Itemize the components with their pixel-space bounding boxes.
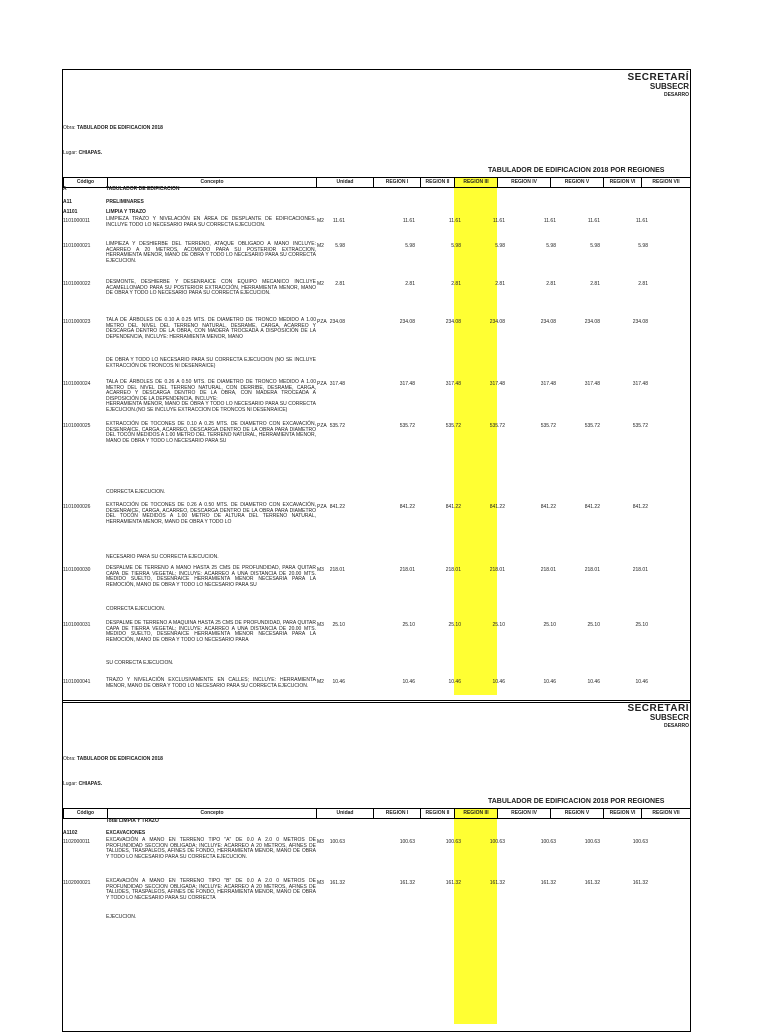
item-code: 1101000031 xyxy=(63,622,91,628)
item-code: 1101000022 xyxy=(63,281,91,287)
item-description: LIMPIEZA TRAZO Y NIVELACIÓN EN ÁREA DE DESPLANTE DE EDIFICACIONES. INCLUYE TODO LO NECESARIO PARA SU CORRECTA EJECUCION. xyxy=(106,216,316,228)
region-1-value: 317.48 xyxy=(329,381,345,387)
region-5-value: 535.72 xyxy=(540,423,556,429)
item-description-continued: NECESARIO PARA SU CORRECTA EJECUCION. xyxy=(106,554,219,560)
region-6-value: 317.48 xyxy=(584,381,600,387)
col-region6: REGION VI xyxy=(604,809,642,818)
section-label: TABULADOR DE EDIFICACION xyxy=(106,186,180,192)
item-description-continued: DE OBRA Y TODO LO NECESARIO PARA SU CORRECTA EJECUCION (NO SE INCLUYE EXTRACCIÓN DE TRONCOS NI DESENRAICE) xyxy=(106,357,316,369)
item-unit: M2 xyxy=(317,243,324,249)
item-description-continued: HERRAMIENTA MENOR, MANO DE OBRA Y TODO LO NECESARIO PARA SU CORRECTA EJECUCION.(NO SE INCLUYE EXTRACCION DE TRONCOS NI DESENRAICE) xyxy=(106,401,316,413)
region-5-value: 218.01 xyxy=(540,567,556,573)
obra-value: TABULADOR DE EDIFICACION 2018 xyxy=(76,756,163,762)
lugar-line xyxy=(63,150,102,156)
item-unit: M3 xyxy=(317,880,324,886)
region-7-value: 218.01 xyxy=(632,567,648,573)
region-2-value: 218.01 xyxy=(399,567,415,573)
region-1-value: 100.63 xyxy=(329,839,345,845)
obra-line-p2 xyxy=(63,756,163,762)
region-7-value: 11.61 xyxy=(635,218,648,224)
col-region6: REGION VI xyxy=(604,178,642,187)
region-3-value: 10.46 xyxy=(448,679,461,685)
region-3-value: 218.01 xyxy=(445,567,461,573)
region-7-value: 161.32 xyxy=(632,880,648,886)
col-region1: REGION I xyxy=(374,809,421,818)
region-2-value: 10.46 xyxy=(402,679,415,685)
section-label: PRELIMINARES xyxy=(106,199,144,205)
region-2-value: 11.61 xyxy=(402,218,415,224)
lugar-line-p2 xyxy=(63,781,102,787)
region-3-value: 317.48 xyxy=(445,381,461,387)
region-2-value: 535.72 xyxy=(399,423,415,429)
region-4-value: 317.48 xyxy=(489,381,505,387)
region-2-value: 25.10 xyxy=(402,622,415,628)
item-unit: M3 xyxy=(317,622,324,628)
section-code: A xyxy=(63,186,67,192)
item-code: 1101000025 xyxy=(63,423,91,429)
region-3-value: 25.10 xyxy=(448,622,461,628)
item-description: EXTRACCIÓN DE TOCONES DE 0.26 A 0.50 MTS. DE DIAMETRO CON EXCAVACIÓN, DESENRAICE, CARGA, ACARREO, DESCARGA DENTRO DE LA OBRA PARA DIAMETRO DEL TOCÓN MEDIDOS A 1.00 METRO DE ALTURA DEL TERRENO NATURAL, HERRAMIENTA MENOR, MANO DE OBRA Y TODO LO xyxy=(106,502,316,525)
col-concepto: Concepto xyxy=(108,178,317,187)
region-1-value: 218.01 xyxy=(329,567,345,573)
region-6-value: 535.72 xyxy=(584,423,600,429)
region-7-value: 234.08 xyxy=(632,319,648,325)
region-4-value: 100.63 xyxy=(489,839,505,845)
page2-frame xyxy=(62,700,691,1032)
obra-label: Obra: xyxy=(63,125,76,131)
item-code: 1101000024 xyxy=(63,381,91,387)
lugar-value: CHIAPAS. xyxy=(78,781,103,787)
region-3-value: 2.81 xyxy=(451,281,461,287)
region-1-value: 234.08 xyxy=(329,319,345,325)
section-code: A1102 xyxy=(63,830,78,836)
item-unit: PZA xyxy=(317,319,327,325)
region-5-value: 5.98 xyxy=(546,243,556,249)
item-code: 1101000021 xyxy=(63,243,91,249)
region-3-value: 161.32 xyxy=(445,880,461,886)
brand-line1-p2: SECRETARÍ xyxy=(627,703,689,714)
item-code: 1101000026 xyxy=(63,504,91,510)
region-5-value: 100.63 xyxy=(540,839,556,845)
item-description: TALA DE ÁRBOLES DE 0.10 A 0.25 MTS. DE DIAMETRO DE TRONCO MEDIDO A 1.00 METRO DEL NIVEL DEL TERRENO NATURAL, DESRAME, CARGA, ACARREO Y DESCARGA DENTRO DE LA OBRA, CON MADERA TROCEADA A DISPOSICIÓN DE LA DEPENDENCIA, INCLUYE: HERRAMIENTA MENOR, MANO xyxy=(106,317,316,340)
region-1-value: 10.46 xyxy=(332,679,345,685)
section-label: LIMPIA Y TRAZO xyxy=(106,209,146,215)
region-6-value: 10.46 xyxy=(587,679,600,685)
region-7-value: 841.22 xyxy=(632,504,648,510)
col-region2: REGION II xyxy=(421,178,455,187)
item-unit: M2 xyxy=(317,679,324,685)
brand-line3: DESARRO xyxy=(663,92,689,98)
brand-line3-p2: DESARRO xyxy=(663,723,689,729)
region-2-value: 841.22 xyxy=(399,504,415,510)
item-code: 1102000011 xyxy=(63,839,91,845)
region-6-value: 5.98 xyxy=(590,243,600,249)
item-description: TALA DE ÁRBOLES DE 0.26 A 0.50 MTS. DE DIAMETRO DE TRONCO MEDIDO A 1.00 METRO DEL NIVEL DEL TERRENO NATURAL, CON DERRIBE, DESRAME, CARGA, ACARREO Y DESCARGA DENTRO DE LA OBRA, CON MADERA TROCEADA A DISPOSICIÓN DE LA DEPENDENCIA, INCLUYE: xyxy=(106,379,316,402)
col-region5: REGION V xyxy=(551,178,604,187)
region-4-value: 10.46 xyxy=(492,679,505,685)
total-row: Total LIMPIA Y TRAZO xyxy=(106,818,159,824)
region-4-value: 5.98 xyxy=(495,243,505,249)
region-2-value: 100.63 xyxy=(399,839,415,845)
region-5-value: 161.32 xyxy=(540,880,556,886)
region-6-value: 25.10 xyxy=(587,622,600,628)
region-3-value: 234.08 xyxy=(445,319,461,325)
item-unit: M3 xyxy=(317,839,324,845)
region-7-value: 100.63 xyxy=(632,839,648,845)
col-region4: REGION IV xyxy=(498,178,551,187)
lugar-label: Lugar: xyxy=(63,781,78,787)
item-description-continued: CORRECTA EJECUCION. xyxy=(106,606,166,612)
region-1-value: 535.72 xyxy=(329,423,345,429)
item-description: EXCAVACIÓN A MANO EN TERRENO TIPO "B" DE 0.0 A 2.0 0 METROS DE PROFUNDIDAD SECCION OBLIGADA; INCLUYE: ACARREO A 20 METROS, AFINES DE TALUDES, TRASPALEOS, AFINES DE FONDO, HERRAMIENTA MENOR, MANO DE OBRA Y TODO LO NECESARIO PARA SU CORRECTA xyxy=(106,878,316,901)
region-1-value: 5.98 xyxy=(335,243,345,249)
region-4-value: 25.10 xyxy=(492,622,505,628)
item-description: DESPALME DE TERRENO A MAQUINA HASTA 25 CMS DE PROFUNDIDAD, PARA QUITAR CAPA DE TIERRA VEGETAL; INCLUYE: ACARREO A UNA DISTANCIA DE 20.00 MTS. MEDIDO SUELTO, DESENRAICE HERRAMIENTA MENOR NECESARIA PARA LA REMOCIÓN, MANO DE OBRA Y TODO LO NECESARIO PARA xyxy=(106,620,316,643)
item-description-continued: EJECUCION. xyxy=(106,914,137,920)
lugar-value: CHIAPAS. xyxy=(78,150,103,156)
col-unidad: Unidad xyxy=(317,178,374,187)
col-codigo: Código xyxy=(64,178,108,187)
col-codigo: Código xyxy=(64,809,108,818)
region-2-value: 161.32 xyxy=(399,880,415,886)
region-7-value: 10.46 xyxy=(635,679,648,685)
item-unit: PZA xyxy=(317,381,327,387)
table-title: TABULADOR DE EDIFICACION 2018 POR REGIONES xyxy=(488,167,665,174)
item-description: LIMPIEZA Y DESHIERBE DEL TERRENO, ATAQUE OBLIGADO A MANO INCLUYE: ACARREO A 20 METROS, ACOMODO PARA SU POSTERIOR EXTRACCION, HERRAMIENTA MENOR, MANO DE OBRA Y TODO LO NECESARIO PARA SU CORRECTA EJECUCION. xyxy=(106,241,316,264)
item-unit: M2 xyxy=(317,218,324,224)
region-5-value: 317.48 xyxy=(540,381,556,387)
region-1-value: 841.22 xyxy=(329,504,345,510)
region-3-value: 5.98 xyxy=(451,243,461,249)
region-6-value: 161.32 xyxy=(584,880,600,886)
region-4-value: 11.61 xyxy=(492,218,505,224)
region-4-value: 535.72 xyxy=(489,423,505,429)
obra-line xyxy=(63,125,163,131)
region-2-value: 2.81 xyxy=(405,281,415,287)
col-region5: REGION V xyxy=(551,809,604,818)
region-2-value: 234.08 xyxy=(399,319,415,325)
item-description-continued: SU CORRECTA EJECUCION. xyxy=(106,660,174,666)
item-description: DESPALME DE TERRENO A MANO HASTA 25 CMS DE PROFUNDIDAD, PARA QUITAR CAPA DE TIERRA VEGETAL; INCLUYE: ACARREO A UNA DISTANCIA DE 20.00 MTS. MEDIDO SUELTO, DESENRAICE HERRAMIENTA MENOR NECESARIA PARA LA REMOCIÓN, MANO DE OBRA Y TODO LO NECESARIO PARA SU xyxy=(106,565,316,588)
region-3-value: 841.22 xyxy=(445,504,461,510)
col-region2: REGION II xyxy=(421,809,455,818)
region-5-value: 2.81 xyxy=(546,281,556,287)
region-4-value: 218.01 xyxy=(489,567,505,573)
region-6-value: 218.01 xyxy=(584,567,600,573)
item-code: 1101000023 xyxy=(63,319,91,325)
item-unit: PZA xyxy=(317,423,327,429)
col-region7: REGION VII xyxy=(652,179,680,185)
col-region1: REGION I xyxy=(374,178,421,187)
col-region4: REGION IV xyxy=(498,809,551,818)
brand-line2-p2: SUBSECR xyxy=(649,713,689,722)
region-5-value: 234.08 xyxy=(540,319,556,325)
col-unidad: Unidad xyxy=(317,809,374,818)
region-2-value: 317.48 xyxy=(399,381,415,387)
region-4-value: 841.22 xyxy=(489,504,505,510)
region-6-value: 841.22 xyxy=(584,504,600,510)
col-region3: REGION III xyxy=(455,809,498,818)
region-7-value: 317.48 xyxy=(632,381,648,387)
region-3-value: 11.61 xyxy=(448,218,461,224)
obra-label: Obra: xyxy=(63,756,76,762)
region-6-value: 11.61 xyxy=(587,218,600,224)
table-title-p2: TABULADOR DE EDIFICACION 2018 POR REGIONES xyxy=(488,798,665,805)
item-unit: PZA xyxy=(317,504,327,510)
item-code: 1101000011 xyxy=(63,218,91,224)
region-5-value: 11.61 xyxy=(543,218,556,224)
region-6-value: 234.08 xyxy=(584,319,600,325)
region-7-value: 535.72 xyxy=(632,423,648,429)
region-7-value: 25.10 xyxy=(635,622,648,628)
item-description-continued: CORRECTA EJECUCION. xyxy=(106,489,166,495)
section-code: A1101 xyxy=(63,209,78,215)
region-4-value: 234.08 xyxy=(489,319,505,325)
brand-line1: SECRETARÍ xyxy=(627,72,689,83)
obra-value: TABULADOR DE EDIFICACION 2018 xyxy=(76,125,163,131)
col-region3: REGION III xyxy=(455,178,498,187)
item-code: 1101000030 xyxy=(63,567,91,573)
lugar-label: Lugar: xyxy=(63,150,78,156)
region-3-value: 100.63 xyxy=(445,839,461,845)
region-5-value: 25.10 xyxy=(543,622,556,628)
item-description: EXTRACCIÓN DE TOCONES DE 0.10 A 0.25 MTS. DE DIAMETRO CON EXCAVACIÓN, DESENRAICE, CARGA, ACARREO, DESCARGA DENTRO DE LA OBRA PARA DIAMETRO DEL TOCÓN MEDIDOS A 1.00 METRO DEL TERRENO NATURAL, HERRAMIENTA MENOR, MANO DE OBRA Y TODO LO NECESARIO PARA SU xyxy=(106,421,316,444)
item-code: 1102000021 xyxy=(63,880,91,886)
section-code: A11 xyxy=(63,199,72,205)
region-5-value: 10.46 xyxy=(543,679,556,685)
item-unit: M3 xyxy=(317,567,324,573)
region-1-value: 11.61 xyxy=(332,218,345,224)
col-concepto: Concepto xyxy=(108,809,317,818)
region-4-value: 161.32 xyxy=(489,880,505,886)
region3-highlight xyxy=(454,177,497,695)
region-2-value: 5.98 xyxy=(405,243,415,249)
item-description: EXCAVACIÓN A MANO EN TERRENO TIPO "A" DE 0.0 A 2.0 0 METROS DE PROFUNDIDAD SECCION OBLIGADA; INCLUYE: ACARREO A 20 METROS, AFINES DE TALUDES, TRASPALEOS, AFINES DE FONDO, HERRAMIENTA MENOR, MANO DE OBRA Y TODO LO NECESARIO PARA SU CORRECTA EJECUCION. xyxy=(106,837,316,860)
item-description: DESMONTE, DESHIERBE Y DESENRAICE CON EQUIPO MECANICO INCLUYE ACAMELLONADO PARA SU POSTERIOR EXTRACCIÓN, HERRAMIENTA MENOR, MANO DE OBRA Y TODO LO NECESARIO PARA SU CORRECTA EJECUCION. xyxy=(106,279,316,297)
item-code: 1101000041 xyxy=(63,679,91,685)
region-4-value: 2.81 xyxy=(495,281,505,287)
region-1-value: 25.10 xyxy=(332,622,345,628)
region-6-value: 2.81 xyxy=(590,281,600,287)
col-region7: REGION VII xyxy=(652,810,680,816)
region-3-value: 535.72 xyxy=(445,423,461,429)
region-7-value: 2.81 xyxy=(638,281,648,287)
region-1-value: 2.81 xyxy=(335,281,345,287)
item-description: TRAZO Y NIVELACIÓN EXCLUSIVAMENTE EN CALLES; INCLUYE: HERRAMIENTA MENOR, MANO DE OBRA Y TODO LO NECESARIO PARA SU CORRECTA EJECUCION. xyxy=(106,677,316,689)
section-label: EXCAVACIONES xyxy=(106,830,146,836)
region-7-value: 5.98 xyxy=(638,243,648,249)
region-5-value: 841.22 xyxy=(540,504,556,510)
item-unit: M2 xyxy=(317,281,324,287)
region-6-value: 100.63 xyxy=(584,839,600,845)
region-1-value: 161.32 xyxy=(329,880,345,886)
brand-line2: SUBSECR xyxy=(649,82,689,91)
